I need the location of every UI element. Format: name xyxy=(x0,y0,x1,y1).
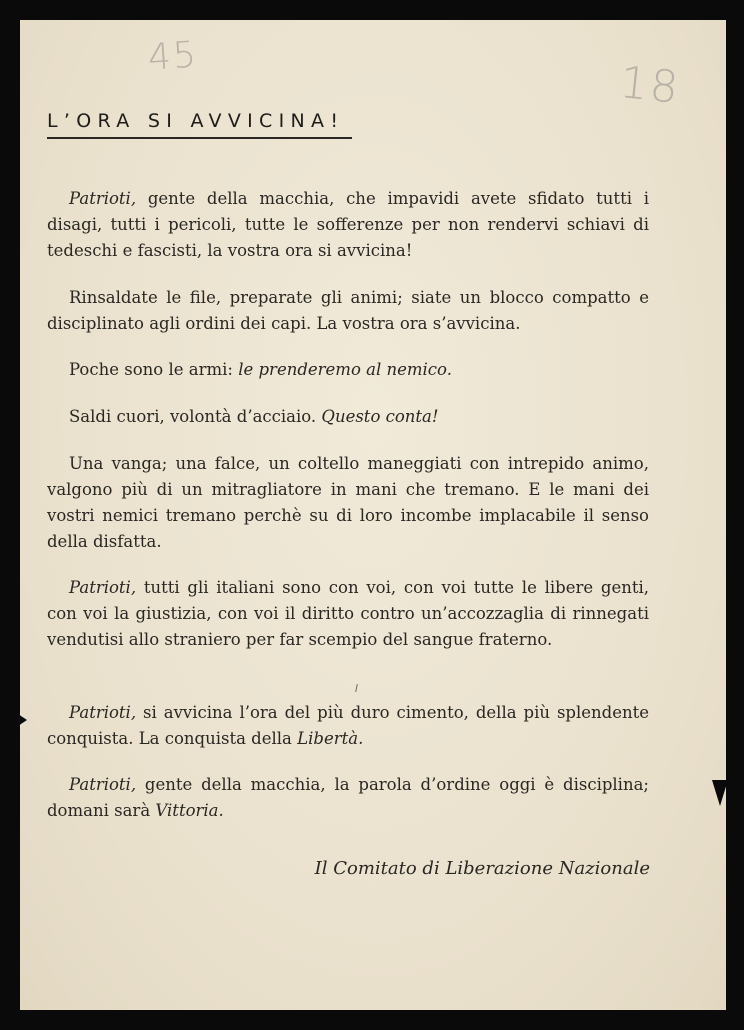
paragraph: Patrioti, si avvicina l’ora del più duro cimento, della più splendente conquista. La conquista della Libertà. xyxy=(47,703,649,748)
document-title: L’ORA SI AVVICINA! xyxy=(47,110,345,132)
paragraph: Rinsaldate le file, preparate gli animi; siate un blocco compatto e disciplinato agli ordini dei capi. La vostra ora s’avvicina. xyxy=(47,288,649,333)
paragraph: Patrioti, gente della macchia, la parola d’ordine oggi è disciplina; domani sarà Vittoria. xyxy=(47,775,649,820)
sheet-edge-notch xyxy=(712,780,728,806)
paragraph: Patrioti, tutti gli italiani sono con voi, con voi tutte le libere genti, con voi la giustizia, con voi il diritto contro un’accozzaglia di rinnegati vendutisi allo straniero per far scempio del sangue fraterno. xyxy=(47,578,649,649)
paragraph: Una vanga; una falce, un coltello maneggiati con intrepido animo, valgono più di un mitragliatore in mani che tremano. E le mani dei vostri nemici tremano perchè su di loro incombe implacabile il senso della disfatta. xyxy=(47,454,649,551)
pencil-annotation-number: 18 xyxy=(617,57,683,114)
sheet-edge-notch xyxy=(15,712,27,728)
pencil-annotation-number: 45 xyxy=(146,34,200,79)
signature: Il Comitato di Liberazione Nazionale xyxy=(314,858,650,879)
paragraph: Patrioti, gente della macchia, che impavidi avete sfidato tutti i disagi, tutti i pericoli, tutte le sofferenze per non rendervi schiavi di tedeschi e fascisti, la vostra ora si avvicina! xyxy=(47,189,649,260)
paragraph: Poche sono le armi: le prenderemo al nemico. xyxy=(69,360,452,379)
paragraph: Saldi cuori, volontà d’acciaio. Questo conta! xyxy=(69,407,439,426)
title-underline xyxy=(47,137,352,139)
